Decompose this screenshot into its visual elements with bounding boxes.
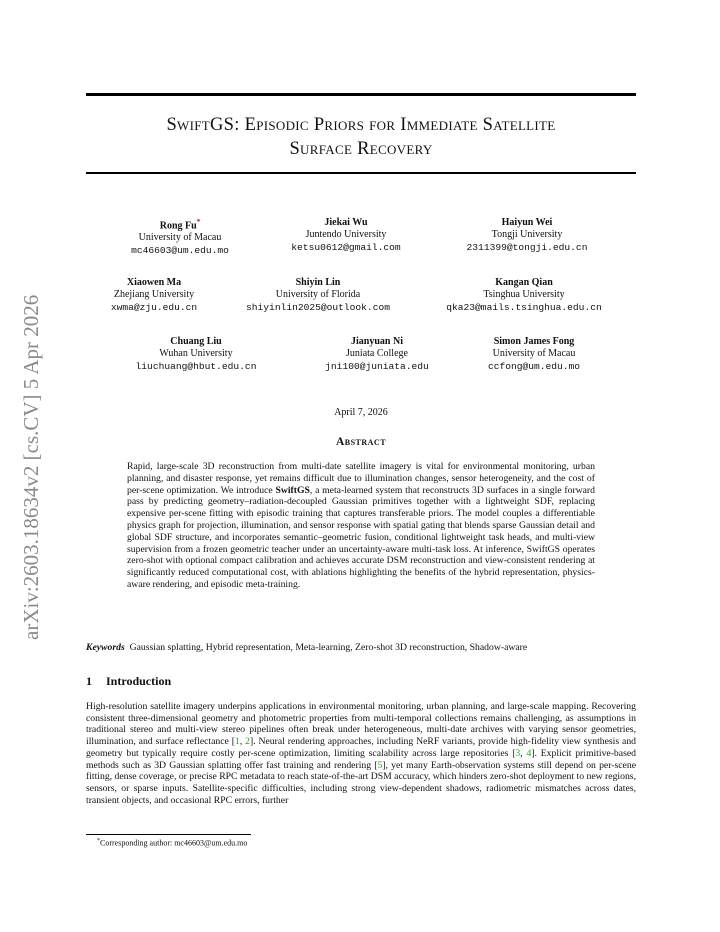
arxiv-id: arXiv:2603.18634v2 [cs.CV] 5 Apr 2026 [19, 294, 43, 640]
author-email[interactable]: liuchuang@hbut.edu.cn [135, 361, 257, 372]
author-name: Xiaowen Ma [126, 277, 182, 288]
author-name: Jiekai Wu [324, 217, 368, 228]
intro-text: High-resolution satellite imagery underpins applications in environmental monitoring, urban planning, and large-scale mapping. Recovering consistent three-dimensional geometry and photometric properties from multi-temporal collections remains challenging, as assumptions in traditional stereo and multi-view stereo pipelines often break under heterogeneous, multi-date archives with varying sensor geometries, illumination, and surface reflectance [ [86, 701, 636, 748]
title-line-1: SwiftGS: Episodic Priors for Immediate Satellite [166, 115, 556, 135]
paper-title [86, 113, 636, 161]
title-rule-top [86, 93, 636, 96]
corresponding-mark: * [196, 218, 201, 226]
intro-text: ], yet many Earth-observation systems still depend on per-scene fitting, dense coverage, or precise RPC metadata to reach state-of-the-art DSM accuracy, which hinders zero-shot deployment to new regions, sensors, or sparse inputs. Satellite-specific difficulties, including strong view-dependent shadows, radiometric mismatches across dates, transient objects, and occasional RPC errors, further [86, 759, 636, 806]
author-name: Shiyin Lin [295, 277, 341, 288]
footnote-text: Corresponding author: mc46603@um.edu.mo [100, 838, 248, 848]
intro-text: ]. Explicit primitive-based methods such as 3D Gaussian splatting offer fast training and rendering [ [86, 747, 636, 771]
author-affiliation: Juniata College [346, 348, 408, 359]
author-name: Chuang Liu [170, 336, 222, 347]
author-email[interactable]: shiyinlin2025@outlook.com [246, 302, 390, 313]
author-affiliation: Zhejiang University [113, 289, 195, 300]
publication-date: April 7, 2026 [334, 407, 388, 418]
author-name: Rong Fu [159, 220, 197, 232]
author-affiliation: Juntendo University [305, 229, 387, 240]
author-block [96, 335, 296, 373]
author-block [424, 276, 624, 314]
author-email[interactable]: ketsu0612@gmail.com [291, 242, 401, 253]
author-email[interactable]: xwma@zju.edu.cn [110, 302, 198, 313]
section-heading [86, 674, 171, 689]
citation-link[interactable]: 4 [526, 747, 532, 759]
intro-text: ]. Neural rendering approaches, including NeRF variants, provide high-fidelity view synthesis and geometry but typically require costly per-scene optimization, limiting scalability across large repositories [ [86, 736, 637, 759]
author-email[interactable]: 2311399@tongji.edu.cn [466, 242, 588, 253]
author-email[interactable]: qka23@mails.tsinghua.edu.cn [446, 302, 602, 313]
author-name: Simon James Fong [493, 336, 575, 347]
footnote-rule [86, 834, 251, 835]
abstract-heading: Abstract [335, 436, 387, 448]
author-affiliation: Tongji University [491, 229, 563, 240]
abstract-text [127, 461, 595, 591]
citation-link[interactable]: 1 [234, 736, 240, 748]
author-block [427, 216, 627, 254]
keywords-list: Gaussian splatting, Hybrid representation, Meta-learning, Zero-shot 3D reconstruction, Shadow-aware [129, 642, 528, 653]
author-block [434, 335, 634, 373]
author-email[interactable]: mc46603@um.edu.mo [131, 245, 229, 257]
section-number: 1 [86, 674, 92, 688]
author-email[interactable]: ccfong@um.edu.mo [487, 361, 581, 372]
citation-link[interactable]: 5 [377, 759, 383, 771]
citation-link[interactable]: 3 [515, 747, 521, 759]
author-affiliation: University of Macau [492, 348, 576, 359]
footnote [97, 838, 247, 848]
intro-text: , [520, 747, 527, 759]
title-rule-bottom [86, 172, 636, 174]
author-email[interactable]: jni100@juniata.edu [325, 361, 429, 372]
abstract-system-name: SwiftGS [275, 484, 310, 496]
abstract-part: , a meta-learned system that reconstructs 3D surfaces in a single forward pass by predicting geometry–radiation-decoupled Gaussian primitives together with a lightweight SDF, replacing expensive per-scene fitting with episodic training that captures transferable priors. The model couples a differentiable physics graph for projection, illumination, and sensor response with spatial gating that blends sparse Gaussian detail and global SDF structure, and incorporates semantic–geometric fusion, conditional lightweight task heads, and multi-view supervision from a frozen geometric teacher under an uncertainty-aware multi-task loss. At inference, SwiftGS operates zero-shot with optional compact calibration and achieves accurate DSM reconstruction and view-consistent rendering at significantly reduced computational cost, with ablations highlighting the benefits of the hybrid representation, physics-aware rendering, and episodic meta-training. [127, 484, 595, 590]
section-title: Introduction [106, 674, 172, 688]
citation-link[interactable]: 2 [245, 736, 250, 748]
author-affiliation: University of Florida [275, 289, 361, 300]
author-name: Haiyun Wei [501, 217, 553, 228]
keywords [86, 642, 636, 653]
arxiv-stamp [19, 265, 49, 640]
abstract-part: Rapid, large-scale 3D reconstruction from multi-date satellite imagery is vital for environmental monitoring, urban planning, and disaster response, yet remains difficult due to illumination changes, sensor heterogeneity, and the cost of per-scene optimization. We introduce [127, 461, 595, 496]
keywords-label: Keywords [86, 642, 125, 653]
author-affiliation: Tsinghua University [483, 289, 565, 300]
author-name: Jianyuan Ni [351, 336, 403, 347]
author-name: Kangan Qian [495, 277, 553, 288]
author-affiliation: University of Macau [138, 232, 222, 244]
author-block [218, 276, 418, 314]
footnote-mark: * [97, 838, 100, 844]
author-block [246, 216, 446, 254]
intro-paragraph [86, 701, 636, 806]
title-line-2: Surface Recovery [289, 139, 433, 159]
author-affiliation: Wuhan University [159, 348, 233, 359]
intro-text: , [239, 736, 246, 748]
